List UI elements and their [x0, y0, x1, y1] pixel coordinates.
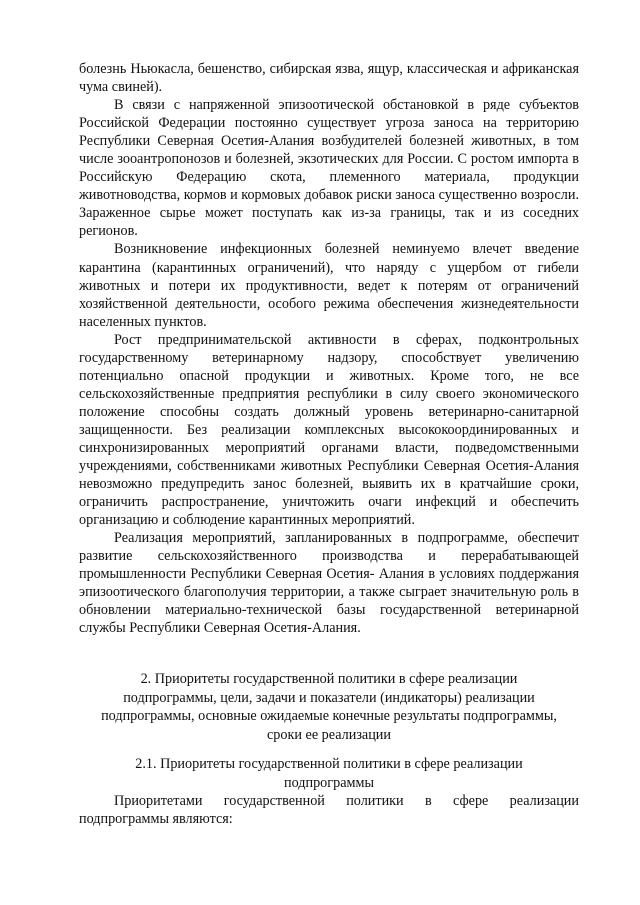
paragraph-business-activity: Рост предпринимательской активности в сферах, подконтрольных государственному ветеринарному надзору, способствует увеличению потенциально опасной продукции и животных. Кроме того, не все сельскохозяйственные предприятия республики в силу своего экономического положение способны создать должный уровень ветеринарно-санитарной защищенности. Без реализации комплексных высококоординированных и синхронизированных мероприятий органами власти, подведомственными учреждениями, собственниками животных Республики Северная Осетия-Алания невозможно предупредить занос болезней, выявить их в кратчайшие сроки, ограничить распространение, уничтожить очаги инфекций и обеспечить организацию и соблюдение карантинных мероприятий.	[79, 331, 579, 529]
section-heading-2-1	[79, 755, 579, 792]
heading-line: подпрограммы	[284, 774, 374, 791]
heading-line: подпрограммы, основные ожидаемые конечные результаты подпрограммы,	[101, 708, 557, 725]
body-text-top	[79, 60, 579, 638]
paragraph-epizootic-threat: В связи с напряженной эпизоотической обстановкой в ряде субъектов Российской Федерации постоянно существует угроза заноса на территорию Республики Северная Осетия-Алания возбудителей болезней животных, в том числе зооантропонозов и болезней, экзотических для России. С ростом импорта в Российскую Федерацию скота, племенного материала, продукции животноводства, кормов и кормовых добавок риски заноса существенно возросли. Зараженное сырье может поступать как из-за границы, так и из соседних регионов.	[79, 97, 579, 240]
heading-line: 2. Приоритеты государственной политики в сфере реализации	[140, 671, 518, 687]
heading-line: сроки ее реализации	[267, 726, 391, 743]
paragraph-implementation: Реализация мероприятий, запланированных в подпрограмме, обеспечит развитие сельскохозяйственного производства и перерабатывающей промышленности Республики Северная Осетия- Алания в условиях поддержания эпизоотического благополучия территории, а также сыграет значительную роль в обновлении материально-технической базы государственной ветеринарной службы Республики Северная Осетия-Алания.	[79, 530, 579, 637]
heading-line: 2.1. Приоритеты государственной политики в сфере реализации	[135, 756, 523, 772]
heading-line: подпрограммы, цели, задачи и показатели (индикаторы) реализации	[123, 689, 535, 706]
paragraph-quarantine: Возникновение инфекционных болезней неминуемо влечет введение карантина (карантинных ограничений), что наряду с ущербом от гибели животных и потери их продуктивности, ведет к потерям от ограничений хозяйственной деятельности, особого режима обеспечения жизнедеятельности населенных пунктов.	[79, 241, 579, 330]
paragraph-continuation: болезнь Ньюкасла, бешенство, сибирская язва, ящур, классическая и африканская чума свиней).	[79, 61, 579, 96]
section-heading-2	[79, 670, 579, 744]
body-text-bottom	[79, 792, 579, 828]
paragraph-priorities: Приоритетами государственной политики в сфере реализации подпрограммы являются:	[79, 793, 579, 828]
